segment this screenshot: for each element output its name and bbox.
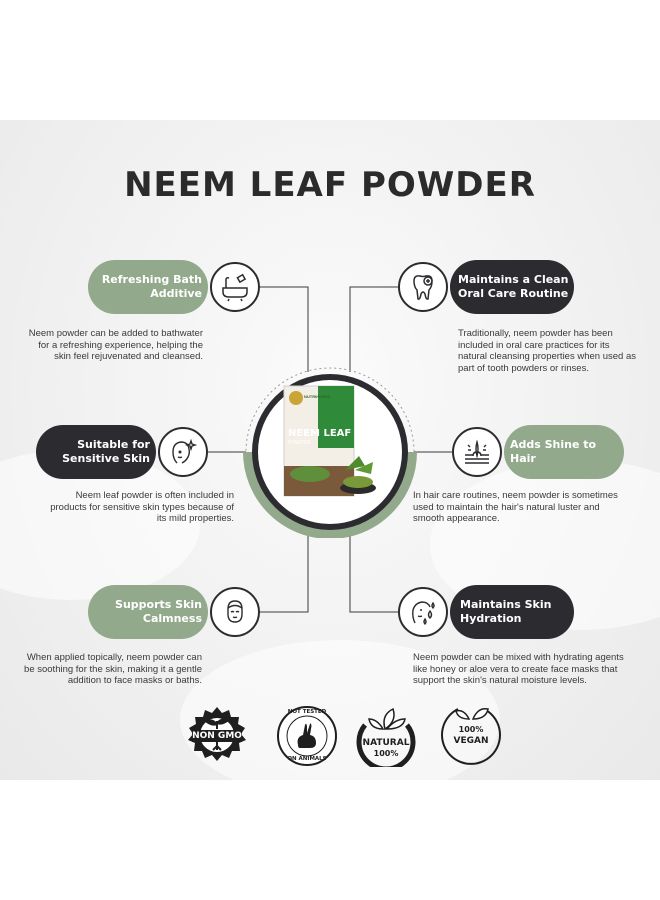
feature-desc: Neem powder can be mixed with hydrating agents like honey or aloe vera to create face masks that support the skin's natural moisture levels.	[413, 652, 624, 687]
feature-label: Adds Shine to Hair	[510, 438, 597, 465]
hydration-face-icon	[398, 587, 448, 637]
natural-badge	[355, 705, 417, 767]
feature-desc: When applied topically, neem powder can be soothing for the skin, making it a gentle addition to face masks or baths.	[24, 652, 202, 687]
feature-desc: Traditionally, neem powder has been included in oral care practices for its natural cleansing properties when used as part of tooth powders or rinses.	[458, 328, 636, 374]
vegan-percent-text: 100%	[458, 725, 484, 734]
bathtub-icon	[210, 262, 260, 312]
product-name: NEEM LEAF	[288, 428, 352, 439]
feature-label: Supports Skin Calmness	[115, 598, 202, 625]
product-circle	[240, 366, 420, 538]
on-animals-text: ON ANIMALS	[287, 756, 327, 762]
non-gmo-text: NON GMO	[192, 731, 242, 741]
product-type: POWDER	[288, 440, 311, 446]
natural-percent-text: 100%	[373, 749, 399, 758]
feature-label: Maintains Skin Hydration	[460, 598, 552, 625]
tooth-icon	[398, 262, 448, 312]
feature-pill-skin-hydration	[450, 585, 574, 639]
feature-pill-skin-calmness	[88, 585, 208, 639]
vegan-text: VEGAN	[453, 736, 489, 746]
feature-label: Refreshing Bath Additive	[101, 273, 202, 300]
face-mask-icon	[210, 587, 260, 637]
face-sparkle-icon	[158, 427, 208, 477]
feature-label: Maintains a Clean Oral Care Routine	[458, 273, 569, 300]
leaf-icon	[473, 709, 488, 719]
non-gmo-badge	[186, 705, 248, 767]
natural-text: NATURAL	[362, 738, 410, 748]
page-title: NEEM LEAF POWDER	[124, 165, 536, 205]
feature-desc: Neem leaf powder is often included in products for sensitive skin types because of its mild properties.	[50, 490, 234, 525]
feature-pill-sensitive-skin	[36, 425, 156, 479]
feature-pill-bath	[88, 260, 208, 314]
product-pack-icon	[240, 366, 420, 538]
feature-desc: Neem powder can be added to bathwater for a refreshing experience, helping the skin feel rejuvenated and cleansed.	[28, 328, 203, 363]
feature-pill-hair-shine	[504, 425, 624, 479]
product-brand: NUTRIHERBS	[304, 394, 331, 399]
vegan-badge	[440, 705, 502, 767]
feature-desc: In hair care routines, neem powder is sometimes used to maintain the hair's natural luster and smooth appearance.	[413, 490, 618, 525]
hair-follicle-icon	[452, 427, 502, 477]
feature-label: Suitable for Sensitive Skin	[62, 438, 150, 465]
feature-pill-oral-care	[450, 260, 574, 314]
cruelty-free-badge	[276, 705, 338, 767]
not-tested-text: NOT TESTED	[287, 709, 327, 715]
